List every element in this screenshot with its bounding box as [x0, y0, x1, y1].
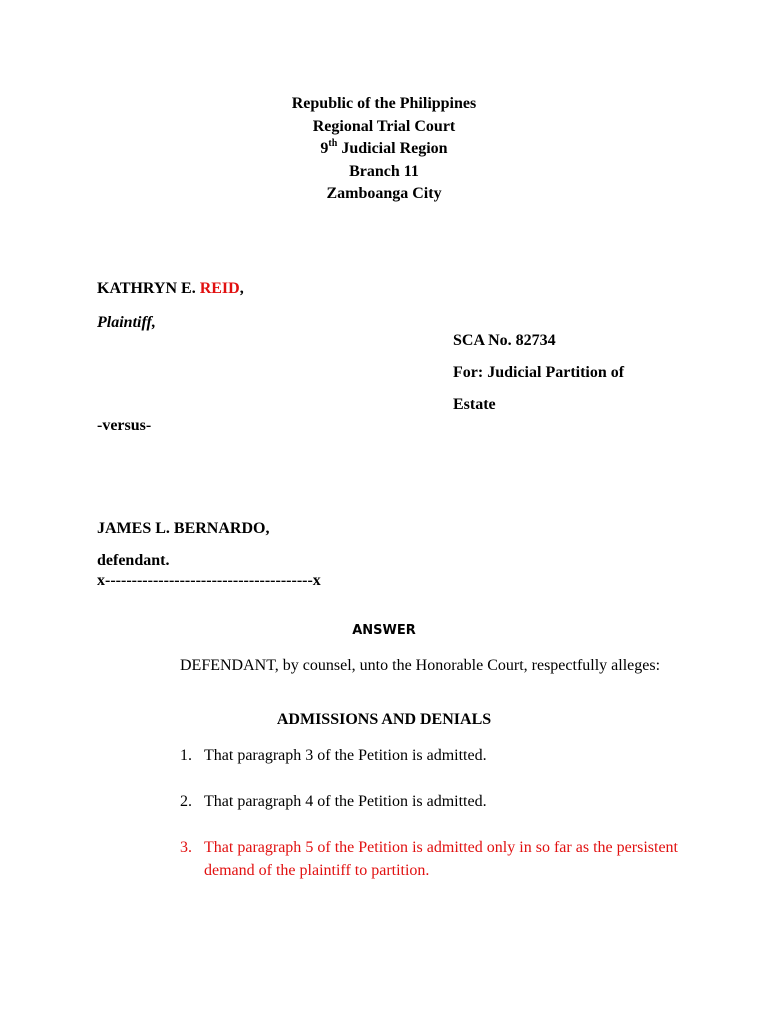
defendant-name: JAMES L. BERNARDO, — [97, 520, 270, 537]
intro-paragraph — [136, 655, 678, 677]
region-text: Judicial Region — [337, 140, 448, 158]
list-item-number: 2. — [180, 793, 192, 810]
list-item-highlighted — [180, 836, 678, 882]
list-item-text: That paragraph 3 of the Petition is admitted. — [204, 747, 487, 764]
plaintiff-name — [97, 280, 244, 298]
section-title: ADMISSIONS AND DENIALS — [276, 711, 492, 728]
caption-city: Zamboanga City — [326, 185, 442, 203]
answer-title: ANSWER — [352, 623, 416, 638]
intro-text: DEFENDANT, by counsel, unto the Honorable Court, respectfully alleges: — [180, 657, 661, 674]
region-number: 9 — [320, 140, 329, 158]
caption-divider: x---------------------------------------x — [97, 572, 321, 589]
list-item-number: 1. — [180, 747, 192, 764]
list-item — [180, 744, 678, 767]
list-item — [180, 790, 678, 813]
case-subject-line1: For: Judicial Partition of — [453, 364, 625, 381]
defendant-role: defendant. — [97, 552, 170, 569]
plaintiff-comma: , — [239, 280, 244, 297]
caption-region — [0, 138, 768, 161]
list-item-text: That paragraph 5 of the Petition is admitted only in so far as the persistent demand of the plaintiff to partition. — [204, 839, 678, 879]
caption-branch: Branch 11 — [349, 162, 419, 180]
list-item-number: 3. — [180, 839, 192, 856]
caption-court: Regional Trial Court — [312, 117, 456, 135]
plaintiff-first: KATHRYN E. — [97, 280, 196, 297]
region-suffix: th — [328, 137, 338, 149]
case-subject-line2: Estate — [453, 396, 496, 413]
list-item-text: That paragraph 4 of the Petition is admitted. — [204, 793, 487, 810]
caption-republic: Republic of the Philippines — [291, 95, 477, 112]
court-caption — [0, 93, 768, 206]
versus-label: -versus- — [97, 417, 152, 434]
plaintiff-last-name: REID — [199, 280, 240, 297]
plaintiff-role: Plaintiff, — [97, 314, 156, 331]
case-number: SCA No. 82734 — [453, 332, 556, 349]
